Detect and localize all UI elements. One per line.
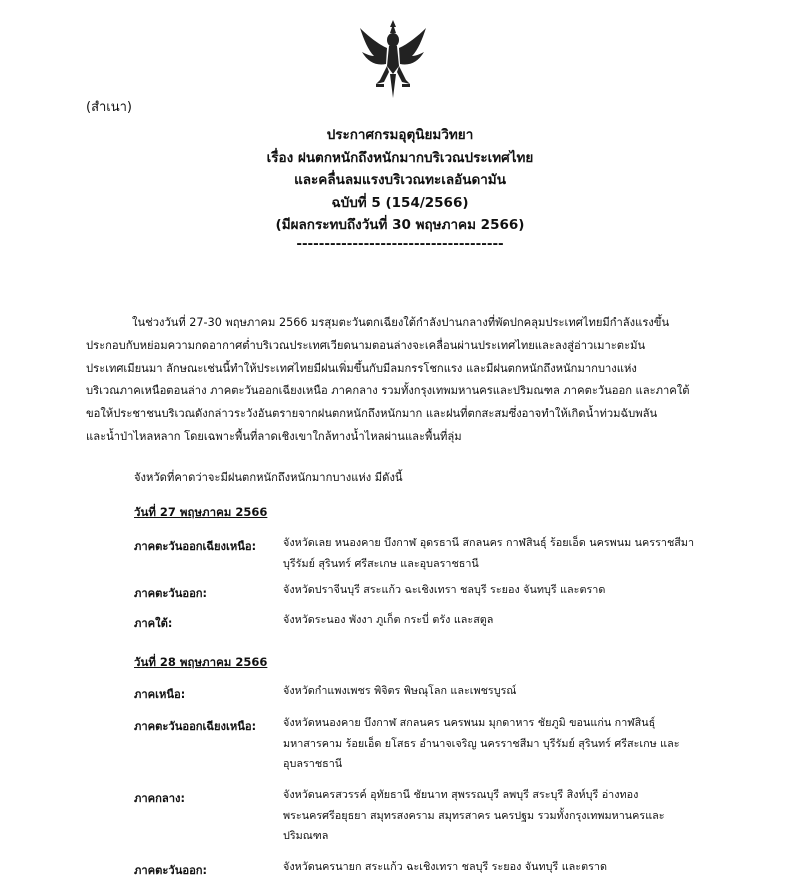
body-line: และน้ำป่าไหลหลาก โดยเฉพาะพื้นที่ลาดเชิงเขาใกล้ทางน้ำไหลผ่านและพื้นที่ลุ่ม [86, 429, 462, 443]
province-line: อุบลราชธานี [283, 757, 343, 770]
region-label: ภาคตะวันออกเฉียงเหนือ: [134, 540, 257, 553]
region-provinces [283, 857, 743, 878]
region-label: ภาคกลาง: [134, 792, 185, 805]
region-provinces [283, 713, 743, 775]
body-line: ประกอบกับหย่อมความกดอากาศต่ำบริเวณประเทศเวียดนามตอนล่างจะเคลื่อนผ่านประเทศไทยและลงสู่อ่าวเมาะตะมัน [86, 338, 646, 352]
province-line: มหาสารคาม ร้อยเอ็ด ยโสธร อำนาจเจริญ นครราชสีมา บุรีรัมย์ สุรินทร์ ศรีสะเกษ และ [283, 736, 680, 750]
region-label: ภาคตะวันออก: [134, 864, 208, 877]
copy-label: (สำเนา) [86, 100, 133, 115]
province-line: จังหวัดนครนายก สระแก้ว ฉะเชิงเทรา ชลบุรี ระยอง จันทบุรี และตราด [283, 860, 607, 873]
region-provinces [283, 533, 743, 574]
region-label: ภาคตะวันออกเฉียงเหนือ: [134, 720, 257, 733]
header-separator: ------------------------------------- [296, 235, 504, 252]
province-line: จังหวัดนครสวรรค์ อุทัยธานี ชัยนาท สุพรรณบุรี ลพบุรี สระบุรี สิงห์บุรี อ่างทอง [283, 788, 639, 801]
announcement-header [180, 124, 620, 251]
subject-line-2: และคลื่นลมแรงบริเวณทะเลอันดามัน [294, 172, 506, 188]
province-line: จังหวัดเลย หนองคาย บึงกาฬ อุดรธานี สกลนคร กาฬสินธุ์ ร้อยเอ็ด นครพนม นครราชสีมา [283, 536, 695, 549]
region-provinces [283, 580, 743, 601]
region-provinces [283, 681, 743, 702]
garuda-emblem [358, 18, 428, 100]
province-line: จังหวัดปราจีนบุรี สระแก้ว ฉะเชิงเทรา ชลบุรี ระยอง จันทบุรี และตราด [283, 583, 606, 596]
province-line: พระนครศรีอยุธยา สมุทรสงคราม สมุทรสาคร นครปฐม รวมทั้งกรุงเทพมหานครและ [283, 808, 665, 822]
announcement-title: ประกาศกรมอุตุนิยมวิทยา [326, 127, 474, 143]
subject-line-1: เรื่อง ฝนตกหนักถึงหนักมากบริเวณประเทศไทย [266, 149, 534, 166]
province-line: บุรีรัมย์ สุรินทร์ ศรีสะเกษ และอุบลราชธานี [283, 556, 479, 570]
issue-number: ฉบับที่ 5 (154/2566) [331, 194, 469, 211]
day-heading: วันที่ 27 พฤษภาคม 2566 [134, 505, 268, 519]
body-paragraph [86, 312, 726, 449]
region-label: ภาคใต้: [134, 617, 173, 630]
province-line: ปริมณฑล [283, 829, 329, 842]
province-line: จังหวัดหนองคาย บึงกาฬ สกลนคร นครพนม มุกดาหาร ชัยภูมิ ขอนแก่น กาฬสินธุ์ [283, 716, 656, 729]
region-label: ภาคเหนือ: [134, 688, 186, 701]
effective-date: (มีผลกระทบถึงวันที่ 30 พฤษภาคม 2566) [275, 217, 525, 233]
provinces-intro: จังหวัดที่คาดว่าจะมีฝนตกหนักถึงหนักมากบางแห่ง มีดังนี้ [134, 471, 403, 484]
region-label: ภาคตะวันออก: [134, 587, 208, 600]
province-line: จังหวัดระนอง พังงา ภูเก็ต กระบี่ ตรัง และสตูล [283, 613, 494, 626]
body-line: บริเวณภาคเหนือตอนล่าง ภาคตะวันออกเฉียงเหนือ ภาคกลาง รวมทั้งกรุงเทพมหานครและปริมณฑล ภาคตะวันออก และภาคใต้ [86, 384, 690, 398]
body-line: ประเทศเมียนมา ลักษณะเช่นนี้ทำให้ประเทศไทยมีฝนเพิ่มขึ้นกับมีลมกรรโชกแรง และมีฝนตกหนักถึงหนักมากบางแห่ง [86, 361, 637, 375]
body-line: ในช่วงวันที่ 27-30 พฤษภาคม 2566 มรสุมตะวันตกเฉียงใต้กำลังปานกลางที่พัดปกคลุมประเทศไทยมีกำลังแรงขึ้น [132, 316, 670, 329]
province-line: จังหวัดกำแพงเพชร พิจิตร พิษณุโลก และเพชรบูรณ์ [283, 684, 517, 697]
region-provinces [283, 610, 743, 631]
region-provinces [283, 785, 743, 847]
body-line: ขอให้ประชาชนบริเวณดังกล่าวระวังอันตรายจากฝนตกหนักถึงหนักมาก และฝนที่ตกสะสมซึ่งอาจทำให้เกิดน้ำท่วมฉับพลัน [86, 407, 658, 421]
day-heading: วันที่ 28 พฤษภาคม 2566 [134, 655, 268, 669]
